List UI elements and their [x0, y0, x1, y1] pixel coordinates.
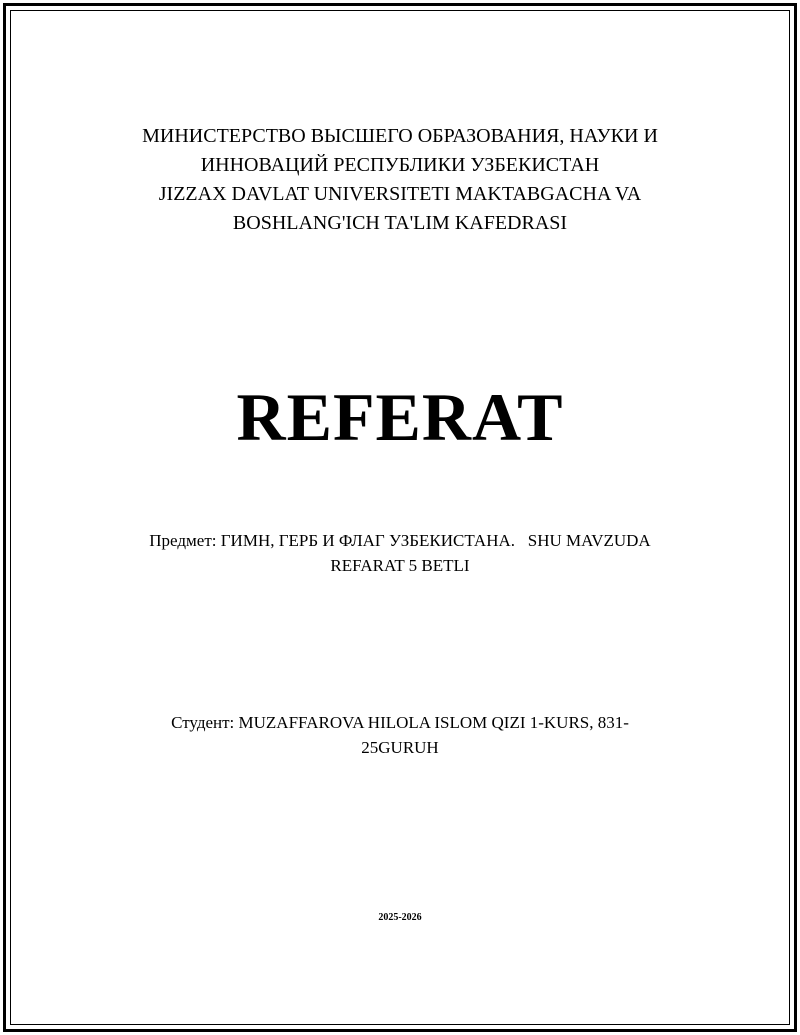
- header-line: ИННОВАЦИЙ РЕСПУБЛИКИ УЗБЕКИСТАН: [200, 154, 600, 176]
- subject-line: REFARAT 5 BETLI: [330, 556, 470, 575]
- subject-line: Предмет: ГИМН, ГЕРБ И ФЛАГ УЗБЕКИСТАНА. SHU MAVZUDA: [149, 531, 651, 550]
- academic-year: 2025-2026: [378, 912, 422, 923]
- student-line: 25GURUH: [361, 738, 439, 757]
- header-line: JIZZAX DAVLAT UNIVERSITETI MAKTABGACHA VA: [158, 183, 642, 205]
- student-line: Студент: MUZAFFAROVA HILOLA ISLOM QIZI 1-KURS, 831-: [171, 713, 629, 732]
- subject-block: [100, 528, 700, 578]
- student-block: [100, 710, 700, 760]
- header-line: BOSHLANG'ICH TA'LIM KAFEDRASI: [232, 212, 568, 234]
- institution-header: [60, 122, 740, 238]
- header-line: МИНИСТЕРСТВО ВЫСШЕГО ОБРАЗОВАНИЯ, НАУКИ И: [142, 125, 658, 147]
- document-title: REFERAT: [236, 379, 564, 455]
